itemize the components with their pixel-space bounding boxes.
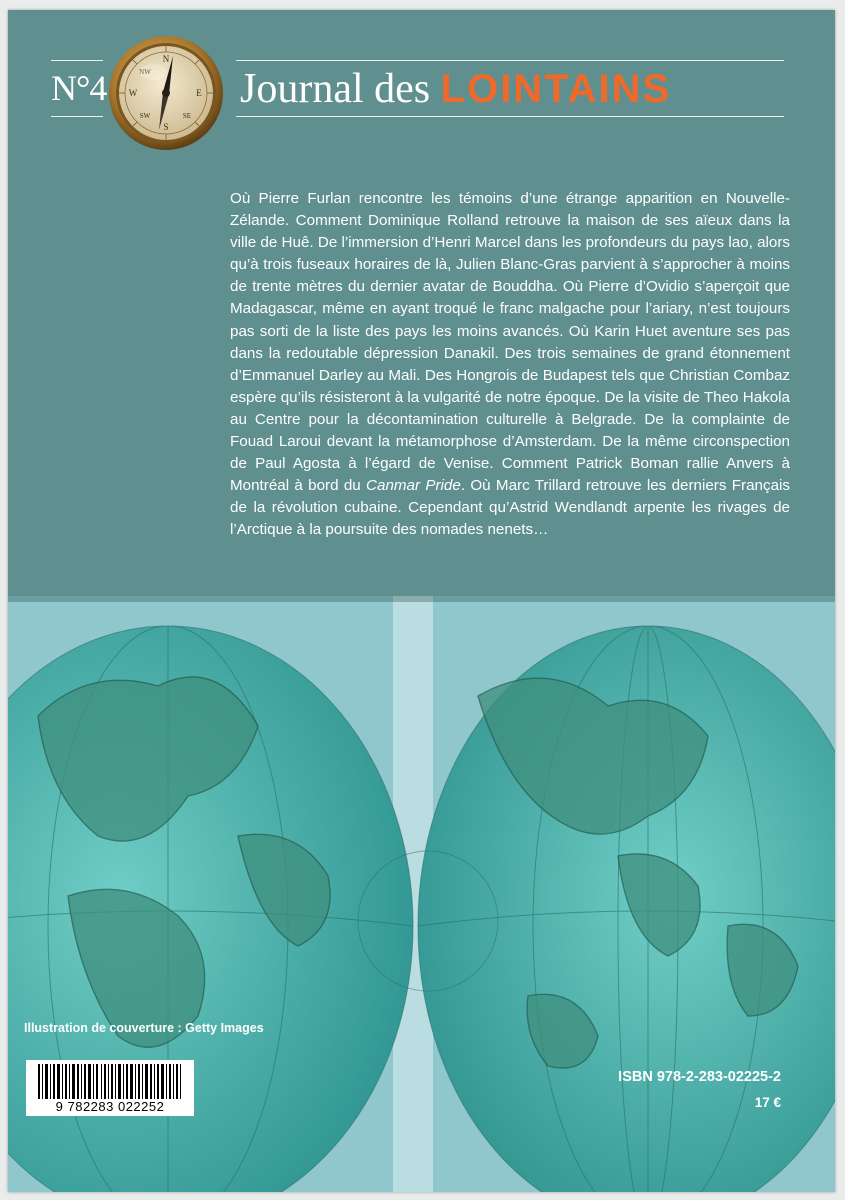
compass-label: NW bbox=[139, 68, 151, 76]
rule-bottom-left bbox=[51, 116, 103, 117]
compass-label: W bbox=[128, 88, 138, 98]
issue-number: N°4 bbox=[51, 68, 107, 108]
book-back-cover bbox=[8, 10, 835, 1192]
barcode-number: 9 782283 022252 bbox=[26, 1099, 194, 1114]
compass-icon bbox=[107, 34, 225, 152]
compass-label: SW bbox=[139, 112, 151, 120]
compass-label: S bbox=[163, 122, 169, 132]
compass-label: SE bbox=[182, 112, 192, 120]
blurb-text: Où Pierre Furlan rencontre les témoins d’une étrange apparition en Nouvelle-Zélande. Comment Dominique Rolland retrouve la maison de ses aïeux dans la ville de Huê. De l’immersion d’Henri Marcel dans les profondeurs du pays lao, alors qu’à trois fuseaux horaires de là, Julien Blanc-Gras parvient à s’approcher à moins de trente mètres du dernier avatar de Bouddha. Où Pierre d’Ovidio s’aperçoit que Madagascar, même en ayant troqué le franc malgache pour l’ariary, n’est toujours pas sorti de la liste des pays les moins avancés. Où Karin Huet aventure ses pas dans la redoutable dépression Danakil. Des trois semaines de grand étonnement d’Emmanuel Darley au Mali. Des Hongrois de Budapest tels que Christian Combaz espère qu’ils résisteront à la vulgarité de notre époque. De la visite de Theo Hakola au Centre pour la décontamination culturelle à Belgrade. De la complainte de Fouad Laroui devant la métamorphose d’Amsterdam. De la même circonspection de Paul Agosta à l’égard de Venise. Comment Patrick Boman rallie Anvers à Montréal à bord du bbox=[230, 190, 790, 495]
journal-title bbox=[240, 66, 671, 112]
compass-label: N bbox=[162, 54, 170, 64]
description-panel bbox=[8, 10, 835, 596]
back-cover-blurb bbox=[230, 188, 790, 542]
rule-top-left bbox=[51, 60, 103, 61]
rule-top-right bbox=[236, 60, 784, 61]
title-accent: LOINTAINS bbox=[440, 67, 672, 111]
isbn: ISBN 978-2-283-02225-2 bbox=[618, 1069, 781, 1085]
title-prefix: Journal des bbox=[240, 66, 431, 112]
cover-illustration-credit: Illustration de couverture : Getty Images bbox=[24, 1021, 264, 1035]
price: 17 € bbox=[754, 1095, 781, 1110]
barcode-bars bbox=[26, 1064, 194, 1104]
compass-label: E bbox=[196, 88, 202, 98]
ship-name: Canmar Pride bbox=[366, 477, 461, 495]
rule-bottom-right bbox=[236, 116, 784, 117]
barcode bbox=[26, 1060, 194, 1116]
blurb-text-end: . Où Marc Trillard retrouve les derniers Français de la révolution cubaine. Cependant qu’Astrid Wendlandt arpente les rivages de l’Arctique à la poursuite des nomades nenets… bbox=[230, 477, 790, 539]
